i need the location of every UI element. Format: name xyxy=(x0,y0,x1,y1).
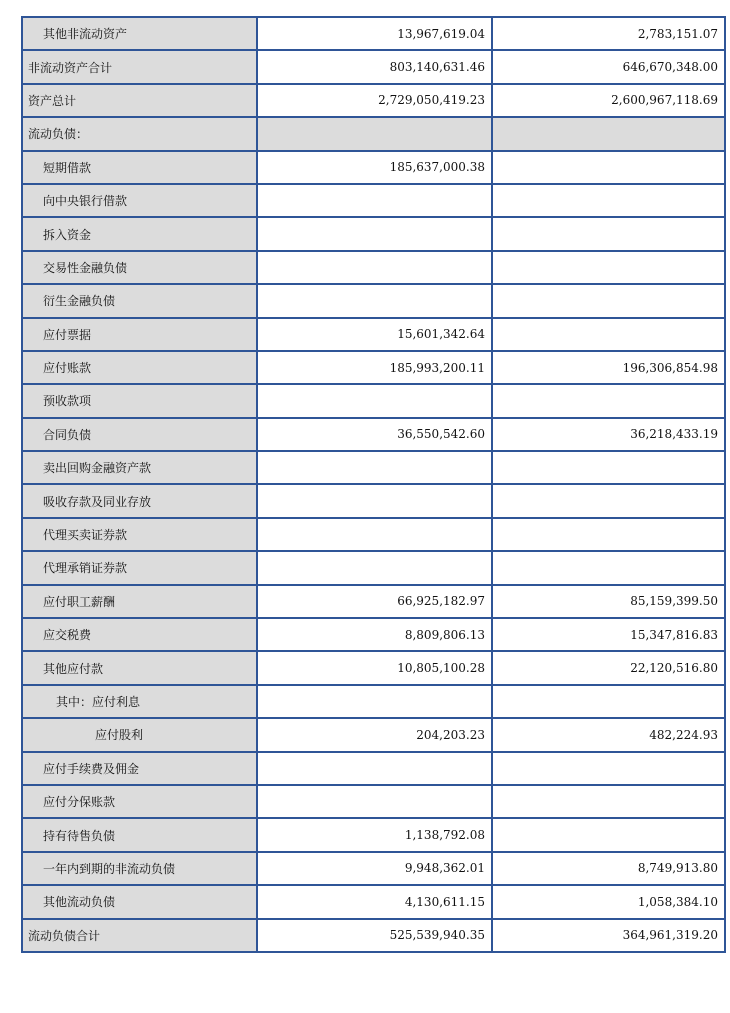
current-period-value xyxy=(257,685,492,718)
previous-period-value: 196,306,854.98 xyxy=(492,351,725,384)
table-row xyxy=(22,651,725,684)
table-row xyxy=(22,451,725,484)
balance-sheet-table xyxy=(21,16,726,953)
previous-period-value: 22,120,516.80 xyxy=(492,651,725,684)
previous-period-value: 1,058,384.10 xyxy=(492,885,725,918)
current-period-value xyxy=(257,251,492,284)
row-label: 其他流动负债 xyxy=(22,885,257,918)
previous-period-value xyxy=(492,551,725,584)
current-period-value: 525,539,940.35 xyxy=(257,919,492,952)
current-period-value: 2,729,050,419.23 xyxy=(257,84,492,117)
row-label: 一年内到期的非流动负债 xyxy=(22,852,257,885)
row-label: 流动负债合计 xyxy=(22,919,257,952)
row-label: 持有待售负债 xyxy=(22,818,257,851)
previous-period-value xyxy=(492,451,725,484)
previous-period-value: 36,218,433.19 xyxy=(492,418,725,451)
table-row xyxy=(22,685,725,718)
current-period-value: 66,925,182.97 xyxy=(257,585,492,618)
current-period-value: 185,993,200.11 xyxy=(257,351,492,384)
table-row xyxy=(22,351,725,384)
table-row xyxy=(22,585,725,618)
previous-period-value xyxy=(492,484,725,517)
current-period-value: 204,203.23 xyxy=(257,718,492,751)
row-label: 应付账款 xyxy=(22,351,257,384)
previous-period-value: 2,600,967,118.69 xyxy=(492,84,725,117)
row-label: 应付职工薪酬 xyxy=(22,585,257,618)
table-row xyxy=(22,618,725,651)
current-period-value: 803,140,631.46 xyxy=(257,50,492,83)
row-label: 其中：应付利息 xyxy=(22,685,257,718)
table-row xyxy=(22,384,725,417)
row-label: 代理承销证券款 xyxy=(22,551,257,584)
current-period-value xyxy=(257,551,492,584)
current-period-value: 10,805,100.28 xyxy=(257,651,492,684)
previous-period-value xyxy=(492,785,725,818)
table-row xyxy=(22,117,725,150)
current-period-value: 8,809,806.13 xyxy=(257,618,492,651)
row-label: 卖出回购金融资产款 xyxy=(22,451,257,484)
table-row xyxy=(22,852,725,885)
previous-period-value xyxy=(492,217,725,250)
row-label: 拆入资金 xyxy=(22,217,257,250)
row-label: 预收款项 xyxy=(22,384,257,417)
previous-period-value: 8,749,913.80 xyxy=(492,852,725,885)
row-label: 短期借款 xyxy=(22,151,257,184)
previous-period-value: 85,159,399.50 xyxy=(492,585,725,618)
current-period-value: 13,967,619.04 xyxy=(257,17,492,50)
previous-period-value: 364,961,319.20 xyxy=(492,919,725,952)
table-row xyxy=(22,284,725,317)
row-label: 应交税费 xyxy=(22,618,257,651)
row-label: 应付分保账款 xyxy=(22,785,257,818)
current-period-value xyxy=(257,117,492,150)
row-label: 应付票据 xyxy=(22,318,257,351)
current-period-value xyxy=(257,484,492,517)
current-period-value: 1,138,792.08 xyxy=(257,818,492,851)
previous-period-value xyxy=(492,818,725,851)
row-label: 合同负债 xyxy=(22,418,257,451)
table-row xyxy=(22,84,725,117)
current-period-value xyxy=(257,217,492,250)
table-row xyxy=(22,818,725,851)
row-label: 代理买卖证券款 xyxy=(22,518,257,551)
row-label: 吸收存款及同业存放 xyxy=(22,484,257,517)
table-row xyxy=(22,752,725,785)
previous-period-value xyxy=(492,284,725,317)
table-row xyxy=(22,484,725,517)
current-period-value xyxy=(257,752,492,785)
previous-period-value xyxy=(492,117,725,150)
table-row xyxy=(22,318,725,351)
previous-period-value xyxy=(492,151,725,184)
previous-period-value xyxy=(492,318,725,351)
current-period-value xyxy=(257,184,492,217)
table-row xyxy=(22,518,725,551)
previous-period-value: 482,224.93 xyxy=(492,718,725,751)
row-label: 向中央银行借款 xyxy=(22,184,257,217)
table-row xyxy=(22,17,725,50)
current-period-value: 15,601,342.64 xyxy=(257,318,492,351)
table-row xyxy=(22,718,725,751)
row-label: 其他非流动资产 xyxy=(22,17,257,50)
balance-sheet-body xyxy=(22,17,725,952)
row-label: 交易性金融负债 xyxy=(22,251,257,284)
previous-period-value xyxy=(492,685,725,718)
table-row xyxy=(22,50,725,83)
previous-period-value: 646,670,348.00 xyxy=(492,50,725,83)
current-period-value: 185,637,000.38 xyxy=(257,151,492,184)
previous-period-value xyxy=(492,251,725,284)
current-period-value: 4,130,611.15 xyxy=(257,885,492,918)
current-period-value: 9,948,362.01 xyxy=(257,852,492,885)
row-label: 应付手续费及佣金 xyxy=(22,752,257,785)
row-label: 非流动资产合计 xyxy=(22,50,257,83)
table-row xyxy=(22,151,725,184)
current-period-value xyxy=(257,284,492,317)
table-row xyxy=(22,785,725,818)
previous-period-value xyxy=(492,518,725,551)
previous-period-value xyxy=(492,384,725,417)
row-label: 应付股利 xyxy=(22,718,257,751)
table-row xyxy=(22,919,725,952)
table-row xyxy=(22,217,725,250)
row-label: 其他应付款 xyxy=(22,651,257,684)
current-period-value xyxy=(257,785,492,818)
table-row xyxy=(22,184,725,217)
current-period-value xyxy=(257,384,492,417)
current-period-value xyxy=(257,451,492,484)
current-period-value: 36,550,542.60 xyxy=(257,418,492,451)
previous-period-value xyxy=(492,752,725,785)
row-label: 衍生金融负债 xyxy=(22,284,257,317)
previous-period-value: 2,783,151.07 xyxy=(492,17,725,50)
table-row xyxy=(22,551,725,584)
table-row xyxy=(22,251,725,284)
row-label: 资产总计 xyxy=(22,84,257,117)
table-row xyxy=(22,418,725,451)
current-period-value xyxy=(257,518,492,551)
row-label: 流动负债： xyxy=(22,117,257,150)
previous-period-value xyxy=(492,184,725,217)
previous-period-value: 15,347,816.83 xyxy=(492,618,725,651)
table-row xyxy=(22,885,725,918)
